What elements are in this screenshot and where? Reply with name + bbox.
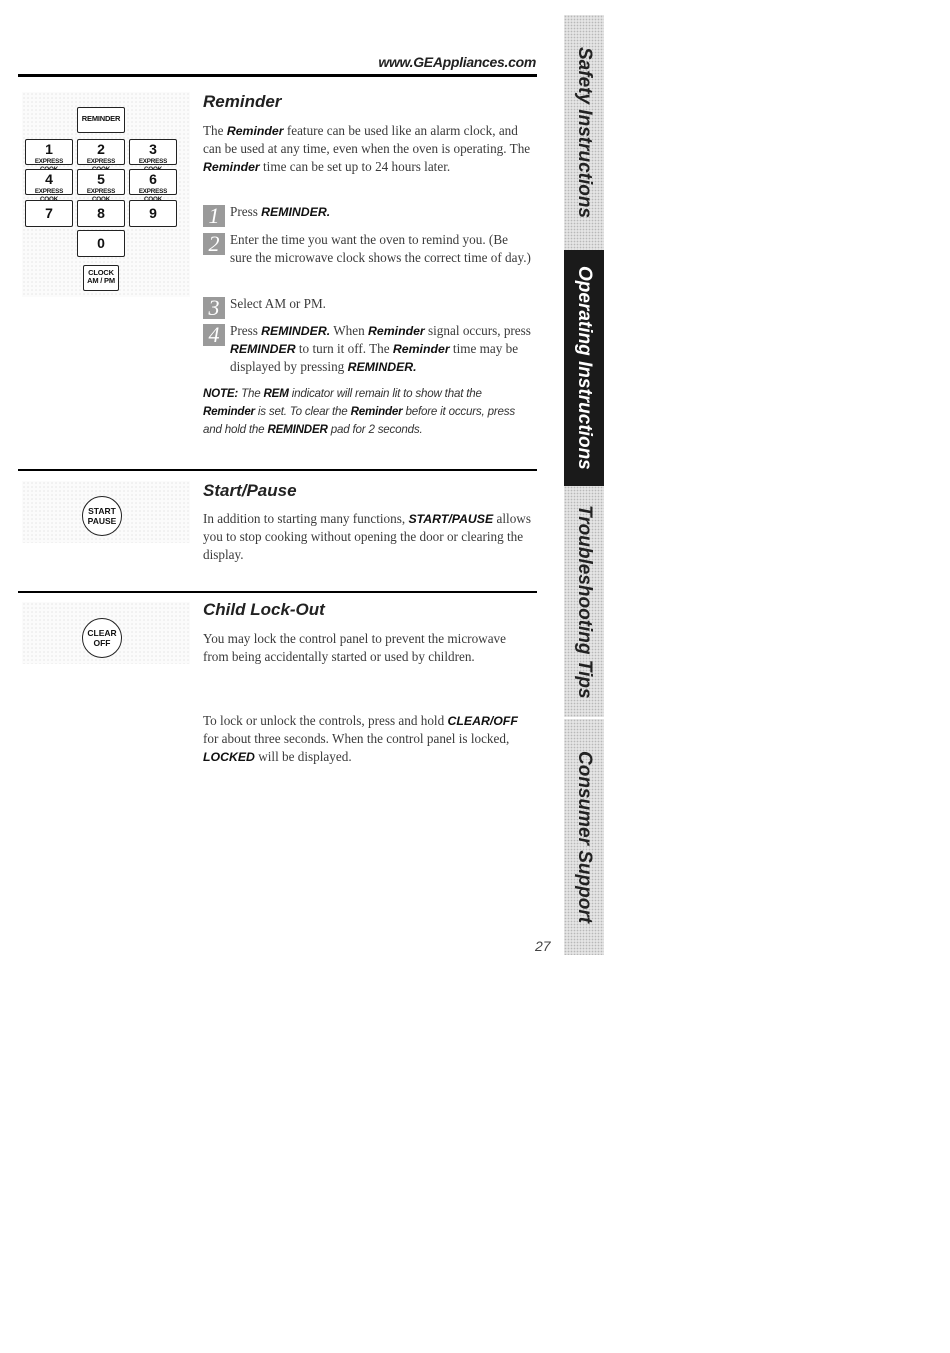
digit-9-key: 9 [129,200,177,227]
tab-troubleshooting-tips[interactable]: Troubleshooting Tips [564,486,604,717]
start-pause-heading: Start/Pause [203,481,297,500]
reminder-key: REMINDER [77,107,125,133]
reminder-note: NOTE: The REM indicator will remain lit to show that the Reminder is set. To clear the Reminder before it occurs, press and hold the REMINDER pad for 2 seconds. [203,387,515,436]
step-number: 4 [203,324,225,346]
reminder-step-3: 3 Select AM or PM. [203,295,533,313]
digit-8-key: 8 [77,200,125,227]
clear-off-key: CLEAR OFF [82,618,122,658]
reminder-intro: The Reminder feature can be used like an alarm clock, and can be used at any time, even when the oven is operating. The Reminder time can be set up to 24 hours later. [203,123,531,174]
child-lock-heading: Child Lock-Out [203,600,325,619]
reminder-step-4: 4 Press REMINDER. When Reminder signal occurs, press REMINDER to turn it off. The Reminder time may be displayed by pressing REMINDER. [203,322,533,376]
header-rule [18,74,537,77]
digit-5-key: 5 EXPRESS [77,169,125,195]
section-divider [18,591,537,593]
step-number: 1 [203,205,225,227]
digit-2-key: 2 EXPRESS [77,139,125,165]
reminder-heading: Reminder [203,92,282,111]
digit-4-key: 4 EXPRESS [25,169,73,195]
website-url: www.GEAppliances.com [378,54,536,70]
tab-safety-instructions[interactable]: Safety Instructions [564,15,604,250]
reminder-step-1: 1 Press REMINDER. [203,203,533,221]
page-number: 27 [535,938,551,954]
step-number: 2 [203,233,225,255]
step-number: 3 [203,297,225,319]
child-lock-para-2: To lock or unlock the controls, press and hold CLEAR/OFF for about three seconds. When the control panel is locked, LOCKED will be displayed. [203,713,518,764]
start-pause-key: START PAUSE [82,496,122,536]
child-lock-para-1: You may lock the control panel to prevent the microwave from being accidentally started or used by children. [203,631,506,664]
digit-6-key: 6 EXPRESS [129,169,177,195]
digit-7-key: 7 [25,200,73,227]
reminder-step-2: 2 Enter the time you want the oven to remind you. (Be sure the microwave clock shows the correct time of day.) [203,231,533,267]
tab-consumer-support[interactable]: Consumer Support [564,719,604,955]
clock-am-pm-key: CLOCK AM / PM [83,265,119,291]
digit-3-key: 3 EXPRESS [129,139,177,165]
digit-1-key: 1 EXPRESS [25,139,73,165]
section-divider [18,469,537,471]
digit-0-key: 0 [77,230,125,257]
start-pause-text: In addition to starting many functions, START/PAUSE allows you to stop cooking without opening the door or clearing the display. [203,511,531,562]
tab-operating-instructions[interactable]: Operating Instructions [564,250,604,486]
